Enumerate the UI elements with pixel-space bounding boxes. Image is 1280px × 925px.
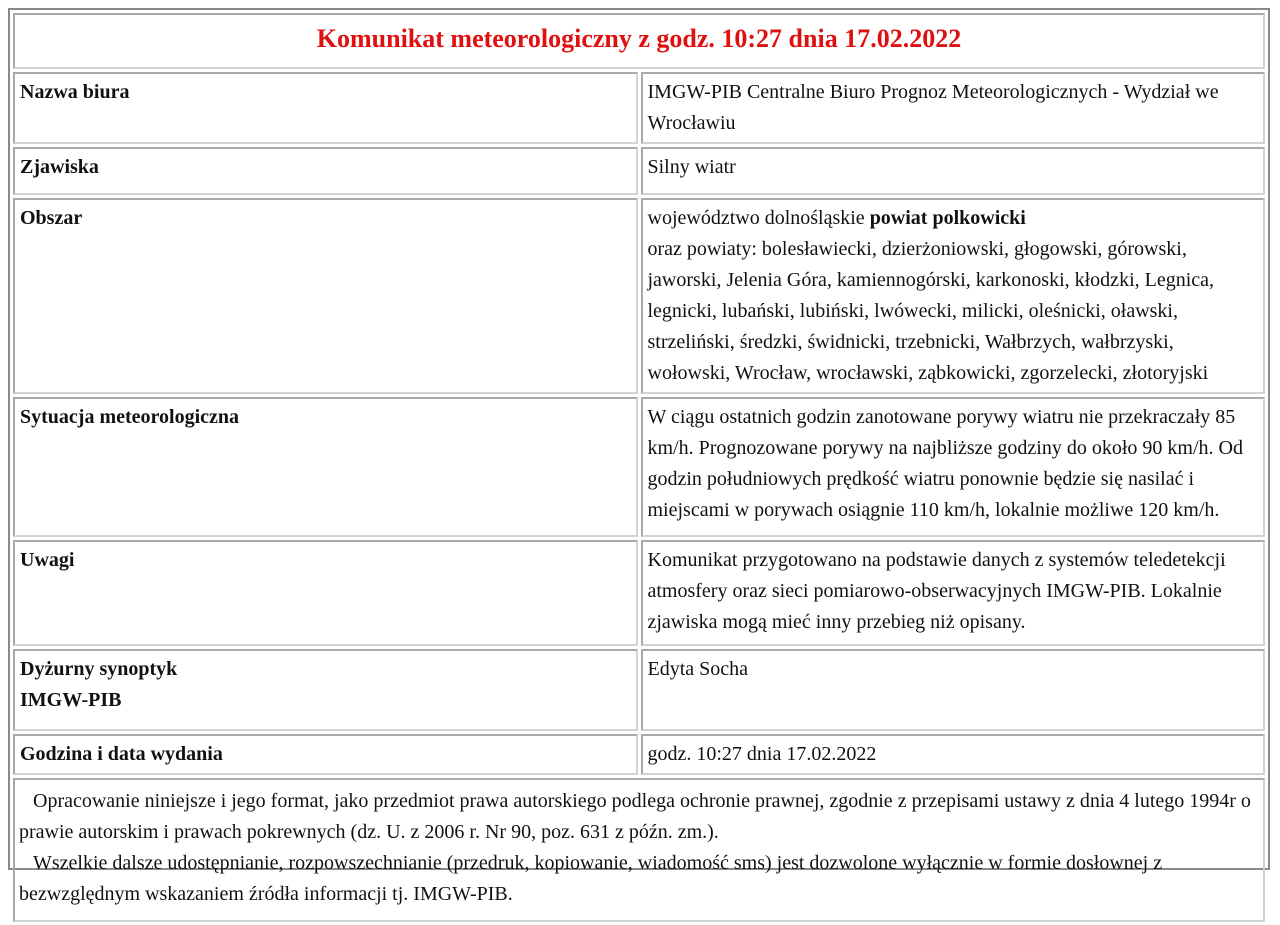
notes-label: Uwagi [13,540,638,646]
bulletin-table [10,10,1268,925]
phenomena-value: Silny wiatr [641,147,1266,195]
footer-row [13,778,1265,922]
duty-label-line1: Dyżurny synoptyk [20,658,178,680]
footer-notice [13,778,1265,922]
office-label: Nazwa biura [13,72,638,144]
office-value: IMGW-PIB Centralne Biuro Prognoz Meteorologicznych - Wydział we Wrocławiu [641,72,1266,144]
area-label: Obszar [13,198,638,394]
weather-bulletin [8,8,1270,905]
notes-value: Komunikat przygotowano na podstawie danych z systemów teledetekcji atmosfery oraz sieci pomiarowo-obserwacyjnych IMGW-PIB. Lokalnie zjawiska mogą mieć inny przebieg niż opisany. [641,540,1266,646]
duty-value: Edyta Socha [641,649,1266,731]
row-office [13,72,1265,144]
area-counties: bolesławiecki, dzierżoniowski, głogowski, górowski, jaworski, Jelenia Góra, kamiennogórski, karkonoski, kłodzki, Legnica, legnicki, lubański, lubiński, lwówecki, milicki, oleśnicki, oławski, strzeliński, średzki, świdnicki, trzebnicki, Wałbrzych, wałbrzyski, wołowski, Wrocław, wrocławski, ząbkowicki, zgorzelecki, złotoryjski [647,238,1215,384]
issued-label: Godzina i data wydania [13,734,638,775]
title-row [13,13,1265,69]
bulletin-title: Komunikat meteorologiczny z godz. 10:27 dnia 17.02.2022 [13,13,1265,69]
row-area [13,198,1265,394]
copyright-notice [19,786,1259,848]
area-value [641,198,1266,394]
row-notes [13,540,1265,646]
distribution-notice [19,848,1259,910]
row-phenomena [13,147,1265,195]
row-situation [13,397,1265,537]
row-issued [13,734,1265,775]
situation-value: W ciągu ostatnich godzin zanotowane porywy wiatru nie przekraczały 85 km/h. Prognozowane porywy na najbliższe godziny do około 90 km/h. Od godzin południowych prędkość wiatru ponownie będzie się nasilać i miejscami w porywach osiągnie 110 km/h, lokalnie możliwe 120 km/h. [641,397,1266,537]
distribution-text: Wszelkie dalsze udostępnianie, rozpowszechnianie (przedruk, kopiowanie, wiadomość sms) jest dozwolone wyłącznie w formie dosłownej z bezwzględnym wskazaniem źródła informacji tj. IMGW-PIB. [19,852,1163,905]
area-main-county: powiat polkowicki [869,207,1026,229]
phenomena-label: Zjawiska [13,147,638,195]
duty-label-line2: IMGW-PIB [20,689,122,711]
duty-label [13,649,638,731]
issued-value: godz. 10:27 dnia 17.02.2022 [641,734,1266,775]
area-counties-intro: oraz powiaty: [647,238,757,260]
area-voivodeship: województwo dolnośląskie [647,207,865,229]
row-duty-forecaster [13,649,1265,731]
situation-label: Sytuacja meteorologiczna [13,397,638,537]
copyright-text: Opracowanie niniejsze i jego format, jako przedmiot prawa autorskiego podlega ochronie prawnej, zgodnie z przepisami ustawy z dnia 4 lutego 1994r o prawie autorskim i prawach pokrewnych (dz. U. z 2006 r. Nr 90, poz. 631 z późn. zm.). [19,790,1251,843]
